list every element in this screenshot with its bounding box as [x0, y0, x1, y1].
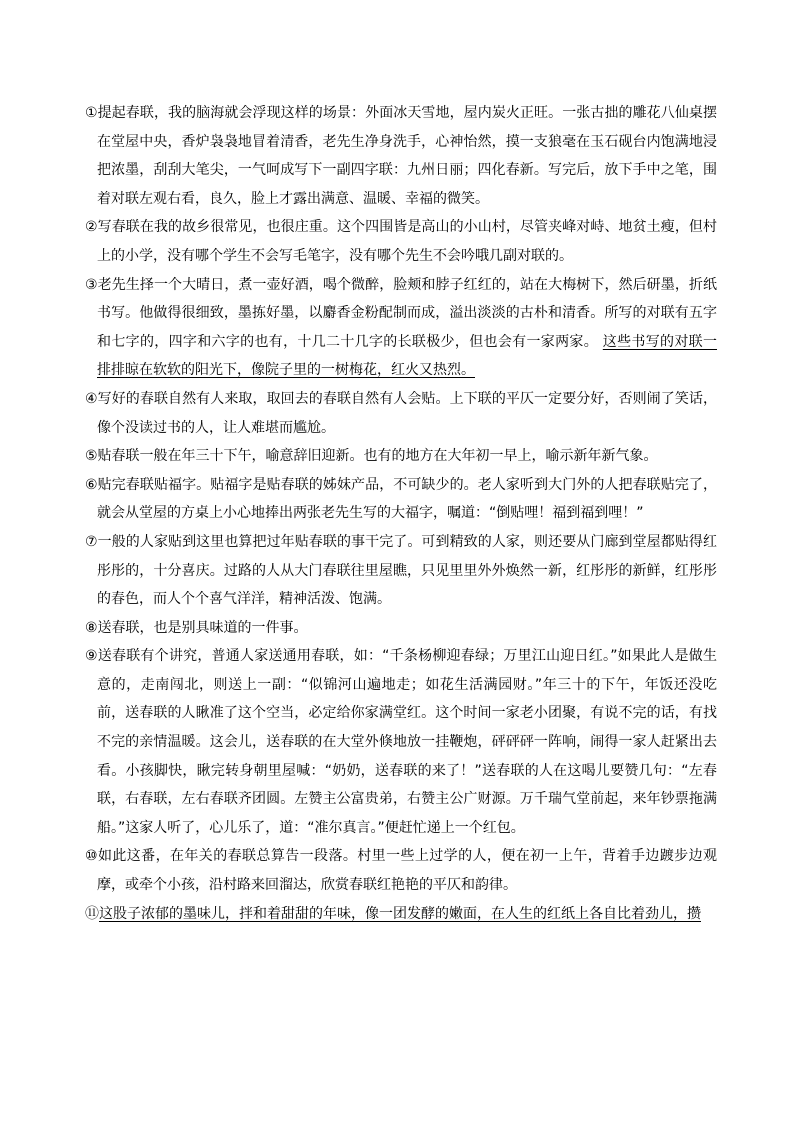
paragraph-8: [85, 614, 717, 643]
paragraph-text: ⑦一般的人家贴到这里也算把过年贴春联的事干完了。可到精致的人家，则还要从门廊到堂屋都贴得红彤彤的，十分喜庆。过路的人从大门春联往里屋瞧，只见里里外外焕然一新，红彤彤的新鲜，红彤彤的春色，而人个个喜气洋洋，精神活泼、饱满。: [85, 533, 717, 608]
article-body: [85, 99, 717, 928]
paragraph-9: [85, 642, 717, 842]
paragraph-10: [85, 842, 717, 899]
paragraph-text: ①提起春联，我的脑海就会浮现这样的场景：外面冰天雪地，屋内炭火正旺。一张古拙的雕花八仙桌摆在堂屋中央，香炉袅袅地冒着清香，老先生净身洗手，心神怡然，摸一支狼毫在玉石砚台内饱满地浸把浓墨，刮刮大笔尖，一气呵成写下一副四字联：九州日丽；四化春新。写完后，放下手中之笔，围着对联左观右看，良久，脸上才露出满意、温暖、幸福的微笑。: [85, 105, 717, 207]
paragraph-text: ⑩如此这番，在年关的春联总算告一段落。村里一些上过学的人，便在初一上午，背着手边踱步边观摩，或牵个小孩，沿村路来回溜达，欣赏春联红艳艳的平仄和韵律。: [85, 848, 717, 894]
paragraph-text: ④写好的春联自然有人来取，取回去的春联自然有人会贴。上下联的平仄一定要分好，否则闹了笑话，像个没读过书的人，让人难堪而尴尬。: [85, 390, 717, 436]
paragraph-6: [85, 471, 717, 528]
paragraph-4: [85, 385, 717, 442]
paragraph-11: [85, 900, 717, 929]
paragraph-text: ⑤贴春联一般在年三十下午，喻意辞旧迎新。也有的地方在大年初一早上，喻示新年新气象。: [85, 448, 658, 465]
paragraph-number: ⑪: [85, 905, 99, 922]
paragraph-7: [85, 528, 717, 614]
paragraph-text: ③老先生择一个大晴日，煮一壶好酒，喝个微醉，脸颊和脖子红红的，站在大梅树下，然后研墨，折纸书写。他做得很细致，墨拣好墨，以麝香金粉配制而成，溢出淡淡的古朴和清香。所写的对联有五字和七字的，四字和六字的也有，十几二十几字的长联极少，但也会有一家两家。: [85, 276, 717, 350]
underlined-sentence: 这些书写的对联一排排晾在软软的阳光下，像院子里的一树梅花，红火又热烈。: [97, 333, 718, 379]
paragraph-5: [85, 442, 717, 471]
paragraph-text: ②写春联在我的故乡很常见，也很庄重。这个四围皆是高山的小山村，尽管夹峰对峙、地贫土瘦，但村上的小学，没有哪个学生不会写毛笔字，没有哪个先生不会吟哦几副对联的。: [85, 219, 717, 264]
paragraph-text: ⑧送春联，也是别具味道的一件事。: [85, 619, 308, 636]
paragraph-2: [85, 213, 717, 270]
paragraph-text: ⑥贴完春联贴福字。贴福字是贴春联的姊妹产品，不可缺少的。老人家听到大门外的人把春联贴完了，就会从堂屋的方桌上小心地捧出两张老先生写的大福字，嘱道：“倒贴哩！福到福到哩！”: [85, 476, 717, 522]
paragraph-3: [85, 271, 717, 385]
paragraph-1: [85, 99, 717, 213]
underlined-sentence: 这股子浓郁的墨味儿，拌和着甜甜的年味，像一团发酵的嫩面，在人生的红纸上各自比着劲儿，攒: [99, 905, 701, 922]
paragraph-text: ⑨送春联有个讲究，普通人家送通用春联，如：“千条杨柳迎春绿；万里江山迎日红。”如果此人是做生意的，走南闯北，则送上一副：“似锦河山遍地走；如花生活满园财。”年三十的下午，年饭还没吃前，送春联的人瞅准了这个空当，必定给你家满堂红。这个时间一家老小团聚，有说不完的话，有找不完的亲情温暖。这会儿，送春联的在大堂外倏地放一挂鞭炮，砰砰砰一阵响，闹得一家人赶紧出去看。小孩脚快，瞅完转身朝里屋喊：“奶奶，送春联的来了！”送春联的人在这喝儿要赞几句：“左春联，右春联，左右春联齐团圆。左赞主公富贵弟，右赞主公广财源。万千瑞气堂前起，来年钞票拖满船。”这家人听了，心儿乐了，道：“准尔真言。”便赶忙递上一个红包。: [85, 648, 717, 836]
